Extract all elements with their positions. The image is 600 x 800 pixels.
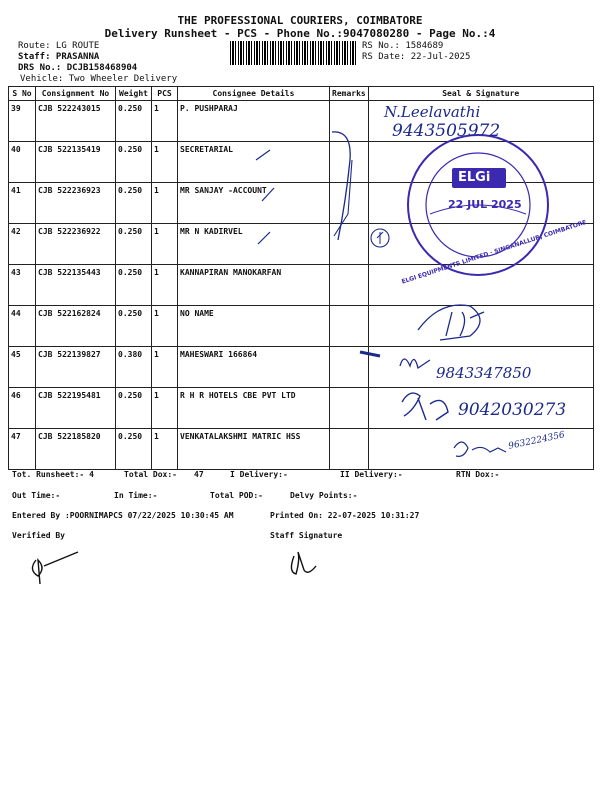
cell-consignee: MR SANJAY -ACCOUNT: [178, 183, 330, 224]
verified-by: Verified By: [12, 531, 65, 540]
signature-row46: [402, 393, 448, 420]
cell-consignee: R H R HOTELS CBE PVT LTD: [178, 388, 330, 429]
entered-by: Entered By :POORNIMAPCS 07/22/2025 10:30:45 AM: [12, 511, 234, 520]
cell-sno: 41: [9, 183, 36, 224]
cell-consignment: CJB 522243015: [36, 101, 116, 142]
cell-sno: 42: [9, 224, 36, 265]
cell-consignee: P. PUSHPARAJ: [178, 101, 330, 142]
cell-sno: 47: [9, 429, 36, 470]
cell-weight: 0.380: [116, 347, 152, 388]
cell-consignment: CJB 522162824: [36, 306, 116, 347]
cell-weight: 0.250: [116, 101, 152, 142]
signature-row44: [418, 305, 484, 340]
cell-weight: 0.250: [116, 142, 152, 183]
col-header-weight: Weight: [116, 87, 152, 101]
cell-consignment: CJB 522195481: [36, 388, 116, 429]
cell-sno: 46: [9, 388, 36, 429]
delvy-points: Delvy Points:-: [290, 491, 358, 500]
tot-runsheet: Tot. Runsheet:- 4: [12, 470, 94, 479]
cell-weight: 0.250: [116, 265, 152, 306]
i-delivery: I Delivery:-: [230, 470, 288, 479]
cell-consignment: CJB 522135419: [36, 142, 116, 183]
cell-pcs: 1: [152, 347, 178, 388]
col-header-consignee: Consignee Details: [178, 87, 330, 101]
handwriting-phone-row45: 9843347850: [436, 364, 532, 382]
runsheet-subtitle: Delivery Runsheet - PCS - Phone No.:9047080280 - Page No.:4: [104, 27, 496, 40]
cell-pcs: 1: [152, 183, 178, 224]
cell-consignee: SECRETARIAL: [178, 142, 330, 183]
cell-consignee: NO NAME: [178, 306, 330, 347]
staff-signature-label: Staff Signature: [270, 531, 343, 540]
vehicle-label: Vehicle: Two Wheeler Delivery: [20, 74, 178, 84]
cell-consignment: CJB 522135443: [36, 265, 116, 306]
cell-weight: 0.250: [116, 224, 152, 265]
cell-consignment: CJB 522139827: [36, 347, 116, 388]
cell-sno: 43: [9, 265, 36, 306]
cell-consignee: MR N KADIRVEL: [178, 224, 330, 265]
cell-consignee: MAHESWARI 166864: [178, 347, 330, 388]
handwriting-phone-row46: 9042030273: [458, 400, 567, 420]
cell-weight: 0.250: [116, 306, 152, 347]
cell-consignment: CJB 522236923: [36, 183, 116, 224]
printed-on: Printed On: 22-07-2025 10:31:27: [270, 511, 420, 520]
cell-weight: 0.250: [116, 183, 152, 224]
cell-pcs: 1: [152, 265, 178, 306]
cell-sno: 39: [9, 101, 36, 142]
staff-signature-mark: [291, 552, 316, 574]
col-header-pcs: PCS: [152, 87, 178, 101]
rtn-dox: RTN Dox:-: [456, 470, 500, 479]
cell-weight: 0.250: [116, 429, 152, 470]
rs-number: RS No.: 1584689: [362, 41, 444, 51]
handwriting-phone-row39: 9443505972: [392, 121, 501, 141]
route-label: Route: LG ROUTE: [18, 41, 100, 51]
cell-pcs: 1: [152, 429, 178, 470]
handwriting-phone-row47: 9632224356: [507, 430, 566, 452]
verified-signature: [32, 552, 78, 584]
col-header-consignment: Consignment No: [36, 87, 116, 101]
cell-pcs: 1: [152, 142, 178, 183]
cell-consignee: VENKATALAKSHMI MATRIC HSS: [178, 429, 330, 470]
drs-number: DRS No.: DCJB158468904: [18, 63, 138, 73]
col-header-sno: S No: [9, 87, 36, 101]
cell-sno: 44: [9, 306, 36, 347]
cell-consignee: KANNAPIRAN MANOKARFAN: [178, 265, 330, 306]
stamp-brand: ELGi: [458, 170, 491, 185]
col-header-seal: Seal & Signature: [368, 87, 593, 101]
cell-consignment: CJB 522185820: [36, 429, 116, 470]
rs-date: RS Date: 22-Jul-2025: [362, 52, 471, 62]
in-time: In Time:-: [114, 491, 158, 500]
total-dox-label: Total Dox:-: [124, 470, 177, 479]
cell-pcs: 1: [152, 388, 178, 429]
ii-delivery: II Delivery:-: [340, 470, 403, 479]
stamp-ring-text: ELGI EQUIPMENTS LIMITED · SINGANALLUR, COIMBATORE: [400, 218, 588, 286]
cell-sno: 40: [9, 142, 36, 183]
stamp-date: 22 JUL 2025: [448, 198, 522, 211]
total-dox-value: 47: [194, 470, 204, 479]
handwriting-name-row39: N.Leelavathi: [384, 103, 481, 121]
out-time: Out Time:-: [12, 491, 61, 500]
col-header-remarks: Remarks: [330, 87, 369, 101]
cell-pcs: 1: [152, 101, 178, 142]
total-pod: Total POD:-: [210, 491, 263, 500]
cell-sno: 45: [9, 347, 36, 388]
cell-pcs: 1: [152, 224, 178, 265]
cell-pcs: 1: [152, 306, 178, 347]
cell-consignment: CJB 522236922: [36, 224, 116, 265]
staff-label: Staff: PRASANNA: [18, 52, 100, 62]
company-title: THE PROFESSIONAL COURIERS, COIMBATORE: [177, 14, 423, 27]
cell-weight: 0.250: [116, 388, 152, 429]
